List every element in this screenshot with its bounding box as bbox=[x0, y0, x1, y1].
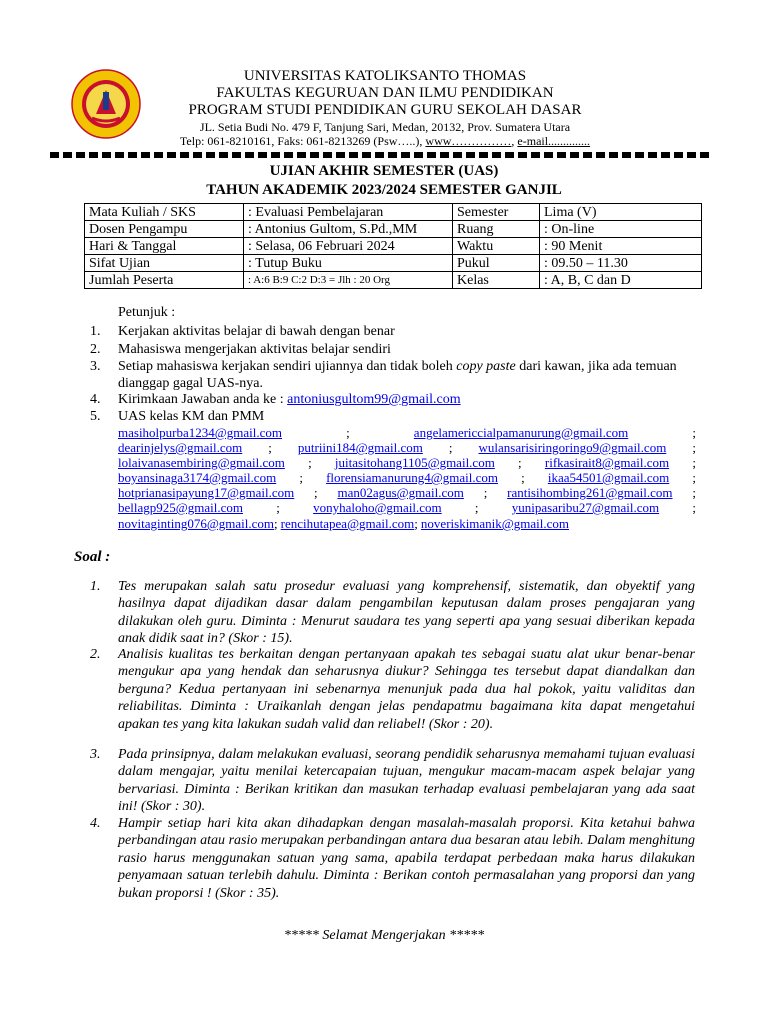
info-value: : 90 Menit bbox=[540, 238, 702, 255]
question-number: 2. bbox=[90, 647, 101, 662]
question-number: 3. bbox=[90, 747, 101, 762]
student-email-link[interactable]: juitasitohang1105@gmail.com bbox=[334, 455, 495, 470]
student-email-link[interactable]: novitaginting076@gmail.com bbox=[118, 516, 275, 531]
student-email-link[interactable]: hotprianasipayung17@gmail.com bbox=[118, 485, 295, 500]
info-label: Dosen Pengampu bbox=[85, 221, 244, 238]
question-text: Hampir setiap hari kita akan dihadapkan dengan masalah-masalah proporsi. Kita ketahui bahwa perbandingan atau rasio merupakan perbandingan antara dua besaran atau lebih. Dalam menghitung rasio harus menggunakan satuan yang sama, apabila terdapat perbedaan maka harus dilakukan penyamaan satuan terlebih dahulu. Diminta : Berikan contoh permasalahan yang proporsi dan yang bukan proporsi ! (Skor : 35). bbox=[118, 816, 695, 901]
item-number: 3. bbox=[90, 359, 101, 374]
table-row bbox=[85, 221, 702, 238]
info-value: : 09.50 – 11.30 bbox=[540, 255, 702, 272]
item-text: Mahasiswa mengerjakan aktivitas belajar sendiri bbox=[118, 342, 391, 357]
info-value: : Tutup Buku bbox=[244, 255, 453, 272]
question-text: Analisis kualitas tes berkaitan dengan pertanyaan apakah tes sebagai suatu alat ukur benar-benar mengukur apa yang hendak dan seharusnya diukur? Sehingga tes tersebut dapat diandalkan dan berguna? Kedua pertanyaan ini sebenarnya menunjuk pada dua hal pokok, yaitu validitas dan reliabilitas. Diminta : Uraikanlah dengan jelas pendapatmu bagaimana kita dapat mengetahui apakan tes yang kita lakukan sudah valid dan reliabel! (Skor : 20). bbox=[118, 647, 695, 732]
item-number: 1. bbox=[90, 324, 101, 339]
student-email-link[interactable]: wulansarisiringoringo9@gmail.com bbox=[478, 440, 667, 455]
email-row: masiholpurba1234@gmail.com ; angelamericcialpamanurung@gmail.com ; bbox=[118, 425, 696, 440]
info-value: : Evaluasi Pembelajaran bbox=[244, 204, 453, 221]
student-email-link[interactable]: masiholpurba1234@gmail.com bbox=[118, 425, 282, 440]
student-email-link[interactable]: rencihutapea@gmail.com bbox=[280, 516, 415, 531]
question-text: Pada prinsipnya, dalam melakukan evaluasi, seorang pendidik seharusnya memahami tujuan evaluasi dalam mengajar, yaitu menilai ketercapaian tujuan, mengukur macam-macam aspek belajar yang bervariasi. Diminta : Berikan kritikan dan masukan terhadap evaluasi pembelajaran yang ada saat ini! (Skor : 30). bbox=[118, 747, 695, 815]
university-name: UNIVERSITAS KATOLIKSANTO THOMAS bbox=[243, 68, 527, 84]
question-number: 1. bbox=[90, 579, 101, 594]
item-text: Kirimkaan Jawaban anda ke : antoniusgultom99@gmail.com bbox=[118, 392, 461, 407]
dashed-divider bbox=[50, 152, 710, 158]
university-seal-logo bbox=[62, 68, 150, 140]
email-row: bellagp925@gmail.com ; vonyhaloho@gmail.com ; yunipasaribu27@gmail.com ; bbox=[118, 500, 696, 515]
info-value: Lima (V) bbox=[540, 204, 702, 221]
info-label: Hari & Tanggal bbox=[85, 238, 244, 255]
info-label: Mata Kuliah / SKS bbox=[85, 204, 244, 221]
table-row bbox=[85, 238, 702, 255]
student-email-link[interactable]: rifkasirait8@gmail.com bbox=[544, 455, 670, 470]
info-label: Waktu bbox=[453, 238, 540, 255]
info-value: : A:6 B:9 C:2 D:3 = Jlh : 20 Org bbox=[244, 272, 453, 289]
item-number: 5. bbox=[90, 409, 101, 424]
address: JL. Setia Budi No. 479 F, Tanjung Sari, Medan, 20132, Prov. Sumatera Utara bbox=[199, 120, 571, 134]
contact-phone-fax: Telp: 061-8210161, Faks: 061-8213269 (Psw…..), bbox=[179, 134, 426, 148]
question-text: Tes merupakan salah satu prosedur evaluasi yang komprehensif, sistematik, dan obyektif yang hasilnya dapat dijadikan dasar dalam pengambilan keputusan dalam proses pengajaran yang dilakukan oleh guru. Diminta : Menurut saudara tes yang seperti apa yang sesuai diberikan kepada anak didik saat in? (Skor : 15). bbox=[118, 579, 695, 647]
contact-line: Telp: 061-8210161, Faks: 061-8213269 (Psw…..), www……………, e-mail.............. bbox=[179, 134, 591, 148]
email-row: boyansinaga3174@gmail.com ; florensiamanurung4@gmail.com ; ikaa54501@gmail.com ; bbox=[118, 470, 696, 485]
student-email-link[interactable]: boyansinaga3174@gmail.com bbox=[118, 470, 277, 485]
student-email-link[interactable]: florensiamanurung4@gmail.com bbox=[326, 470, 498, 485]
item-text: Setiap mahasiswa kerjakan sendiri ujiannya dan tidak boleh copy paste dari kawan, jika ada temuan dianggap gagal UAS-nya. bbox=[118, 359, 677, 391]
faculty-name: FAKULTAS KEGURUAN DAN ILMU PENDIDIKAN bbox=[216, 85, 554, 101]
info-value: : Antonius Gultom, S.Pd.,MM bbox=[244, 221, 453, 238]
email-row: novitaginting076@gmail.com ; rencihutapea@gmail.com ; noveriskimanik@gmail.com bbox=[118, 516, 570, 531]
instructions-heading: Petunjuk : bbox=[118, 305, 176, 320]
closing-message: ***** Selamat Mengerjakan ***** bbox=[283, 928, 485, 943]
exam-title: UJIAN AKHIR SEMESTER (UAS) bbox=[269, 163, 499, 179]
student-email-link[interactable]: putriini184@gmail.com bbox=[297, 440, 423, 455]
info-label: Kelas bbox=[453, 272, 540, 289]
program-name: PROGRAM STUDI PENDIDIKAN GURU SEKOLAH DASAR bbox=[188, 102, 582, 118]
student-email-link[interactable]: dearinjelys@gmail.com bbox=[118, 440, 243, 455]
email-row: hotprianasipayung17@gmail.com ; man02agus@gmail.com ; rantisihombing261@gmail.com ; bbox=[118, 485, 696, 500]
info-value: : On-line bbox=[540, 221, 702, 238]
student-email-link[interactable]: lolaivanasembiring@gmail.com bbox=[118, 455, 285, 470]
academic-year-title: TAHUN AKADEMIK 2023/2024 SEMESTER GANJIL bbox=[206, 182, 562, 198]
student-email-link[interactable]: noveriskimanik@gmail.com bbox=[420, 516, 570, 531]
email-link[interactable]: e-mail.............. bbox=[517, 134, 591, 148]
question-number: 4. bbox=[90, 816, 101, 831]
questions-heading: Soal : bbox=[74, 549, 111, 565]
item-text: Kerjakan aktivitas belajar di bawah dengan benar bbox=[118, 324, 395, 339]
table-row bbox=[85, 272, 702, 289]
info-label: Ruang bbox=[453, 221, 540, 238]
student-email-link[interactable]: bellagp925@gmail.com bbox=[118, 500, 243, 515]
info-label: Pukul bbox=[453, 255, 540, 272]
student-email-link[interactable]: ikaa54501@gmail.com bbox=[547, 470, 670, 485]
email-row: lolaivanasembiring@gmail.com ; juitasitohang1105@gmail.com ; rifkasirait8@gmail.com ; bbox=[118, 455, 696, 470]
exam-info-table bbox=[84, 203, 702, 289]
email-row: dearinjelys@gmail.com ; putriini184@gmail.com ; wulansarisiringoringo9@gmail.com ; bbox=[118, 440, 696, 455]
info-label: Sifat Ujian bbox=[85, 255, 244, 272]
student-email-link[interactable]: man02agus@gmail.com bbox=[337, 485, 464, 500]
item-number: 2. bbox=[90, 342, 101, 357]
item-number: 4. bbox=[90, 392, 101, 407]
www-link[interactable]: www…………… bbox=[425, 134, 512, 148]
info-label: Jumlah Peserta bbox=[85, 272, 244, 289]
table-row bbox=[85, 255, 702, 272]
info-value: : A, B, C dan D bbox=[540, 272, 702, 289]
student-email-link[interactable]: rantisihombing261@gmail.com bbox=[507, 485, 673, 500]
info-value: : Selasa, 06 Februari 2024 bbox=[244, 238, 453, 255]
item-text: UAS kelas KM dan PMM bbox=[118, 409, 265, 424]
table-row bbox=[85, 204, 702, 221]
student-email-link[interactable]: vonyhaloho@gmail.com bbox=[313, 500, 442, 515]
info-label: Semester bbox=[453, 204, 540, 221]
submission-email-link[interactable]: antoniusgultom99@gmail.com bbox=[287, 392, 461, 407]
student-email-link[interactable]: angelamericcialpamanurung@gmail.com bbox=[413, 425, 629, 440]
student-email-link[interactable]: yunipasaribu27@gmail.com bbox=[511, 500, 660, 515]
